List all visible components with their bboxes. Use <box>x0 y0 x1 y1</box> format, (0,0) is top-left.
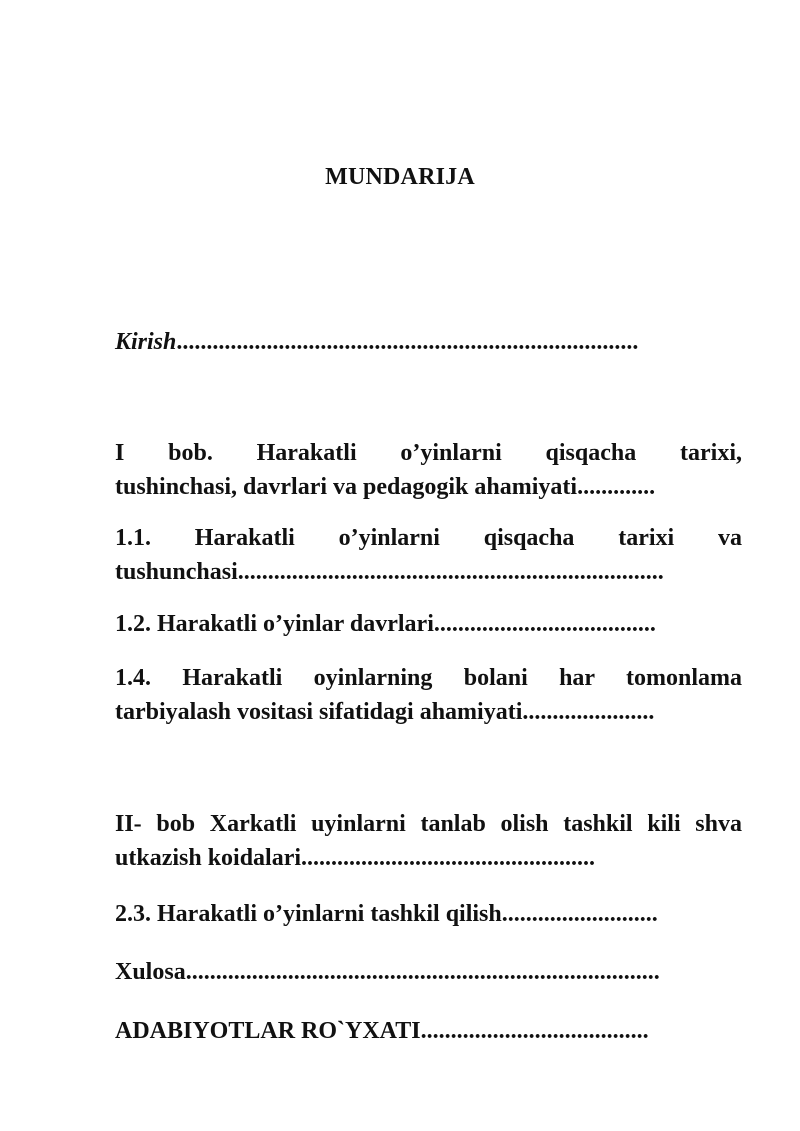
toc-entry-line: II- bob Xarkatli uyinlarni tanlab olish tashkil kili shva <box>115 811 742 837</box>
toc-entry-adabiyotlar: ADABIYOTLAR RO`YXATI...................................... <box>115 1018 649 1044</box>
toc-entry-section-1-4 <box>115 661 742 729</box>
toc-entry-chapter-1 <box>115 436 742 504</box>
toc-entry-line: tarbiyalash vositasi sifatidagi ahamiyati...................... <box>115 699 655 725</box>
toc-entry-kirish <box>115 325 742 359</box>
page-title: MUNDARIJA <box>325 164 475 190</box>
toc-entry-line: utkazish koidalari................................................. <box>115 845 596 871</box>
toc-entry-line: tushinchasi, davrlari va pedagogik ahamiyati............. <box>115 474 656 500</box>
toc-entry-section-1-2: 1.2. Harakatli o’yinlar davrlari..................................... <box>115 611 656 637</box>
toc-entry-chapter-2 <box>115 807 742 875</box>
toc-entry-line: I bob. Harakatli o’yinlarni qisqacha tarixi, <box>115 440 742 466</box>
toc-entry-line: tushunchasi....................................................................... <box>115 559 664 585</box>
toc-entry-line: 1.4. Harakatli oyinlarning bolani har tomonlama <box>115 665 742 691</box>
toc-entry-line: 1.1. Harakatli o’yinlarni qisqacha tarixi va <box>115 525 742 551</box>
toc-entry-xulosa: Xulosa............................................................................... <box>115 959 660 985</box>
toc-entry-section-1-1 <box>115 521 742 589</box>
toc-entry-section-2-3: 2.3. Harakatli o’yinlarni tashkil qilish.......................... <box>115 901 658 927</box>
toc-entry-leader: ............................................................................. <box>176 329 639 355</box>
toc-entry-label: Kirish <box>115 329 177 355</box>
